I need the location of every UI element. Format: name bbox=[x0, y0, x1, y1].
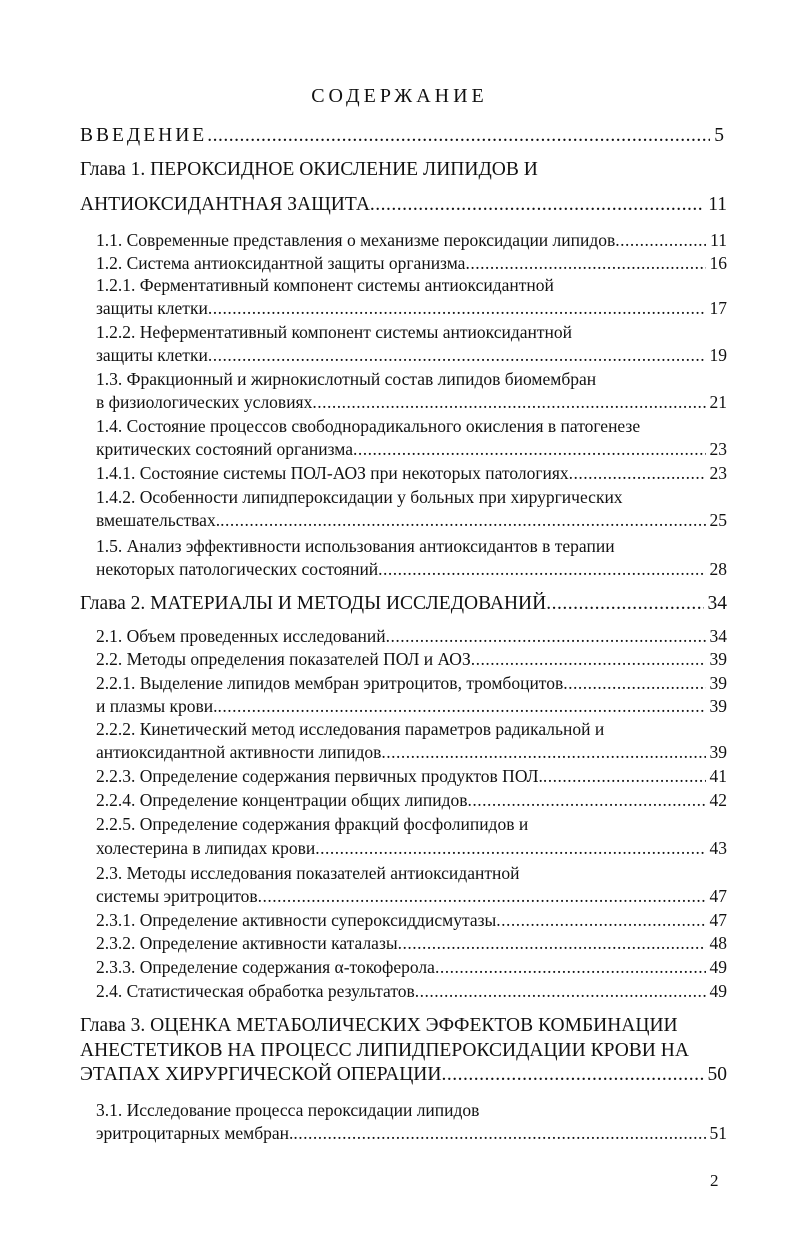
toc-leader-dots bbox=[615, 229, 706, 251]
toc-entry-title: 2.1. Объем проведенных исследований bbox=[96, 626, 386, 646]
toc-entry bbox=[80, 1063, 727, 1087]
toc-leader-dots bbox=[398, 932, 706, 954]
toc-leader-dots bbox=[353, 438, 705, 460]
toc-leader-dots bbox=[208, 297, 706, 319]
toc-entry-page: 28 bbox=[709, 559, 727, 579]
toc-entry-page: 19 bbox=[709, 345, 727, 365]
toc-leader-dots bbox=[208, 344, 706, 366]
toc-leader-dots bbox=[258, 885, 706, 907]
toc-entry-page: 23 bbox=[709, 463, 727, 483]
toc-leader-dots bbox=[465, 252, 705, 274]
toc-leader-dots bbox=[435, 956, 706, 978]
toc-entry bbox=[96, 718, 727, 740]
toc-leader-dots bbox=[378, 558, 705, 580]
toc-entry bbox=[96, 274, 727, 296]
toc-entry-title: некоторых патологических состояний bbox=[96, 559, 379, 579]
toc-entry bbox=[96, 415, 727, 437]
toc-entry-page: 25 bbox=[709, 510, 727, 530]
toc-entry-title: 1.4. Состояние процессов свободнорадикального окисления в патогенезе bbox=[96, 416, 641, 436]
toc-entry-title: 2.2.3. Определение содержания первичных продуктов ПОЛ. bbox=[96, 766, 543, 786]
toc-entry bbox=[96, 932, 727, 954]
toc-entry-page: 16 bbox=[709, 253, 727, 273]
toc-leader-dots bbox=[546, 592, 703, 616]
toc-entry-page: 11 bbox=[708, 194, 727, 215]
toc-entry-page: 21 bbox=[709, 392, 727, 412]
toc-entry bbox=[96, 252, 727, 274]
toc-entry-title: критических состояний организма bbox=[96, 439, 354, 459]
toc-leader-dots bbox=[468, 789, 706, 811]
toc-entry bbox=[80, 1039, 727, 1063]
toc-entry bbox=[96, 695, 727, 717]
toc-entry-title: 2.3.1. Определение активности супероксиддисмутазы bbox=[96, 910, 497, 930]
toc-leader-dots bbox=[220, 509, 705, 531]
toc-entry-page: 5 bbox=[714, 125, 727, 146]
toc-entry bbox=[96, 391, 727, 413]
toc-entry-title: АНТИОКСИДАНТНАЯ ЗАЩИТА bbox=[80, 194, 370, 215]
toc-entry bbox=[96, 558, 727, 580]
toc-entry-title: антиоксидантной активности липидов bbox=[96, 742, 382, 762]
toc-entry bbox=[96, 837, 727, 859]
toc-entry bbox=[96, 909, 727, 931]
toc-entry bbox=[96, 368, 727, 390]
toc-entry-title: защиты клетки bbox=[96, 298, 208, 318]
toc-leader-dots bbox=[293, 1122, 705, 1144]
toc-entry-page: 34 bbox=[709, 626, 727, 646]
toc-entry bbox=[96, 765, 727, 787]
toc-entry-page: 11 bbox=[710, 230, 727, 250]
toc-entry-title: вмешательствах. bbox=[96, 510, 221, 530]
toc-leader-dots bbox=[207, 124, 710, 148]
toc-entry-page: 49 bbox=[709, 981, 727, 1001]
toc-entry bbox=[80, 158, 727, 182]
toc-entry bbox=[96, 956, 727, 978]
toc-entry bbox=[96, 885, 727, 907]
toc-entry-title: 2.4. Статистическая обработка результатов bbox=[96, 981, 415, 1001]
toc-entry-title: в физиологических условиях bbox=[96, 392, 313, 412]
toc-entry-title: 2.2. Методы определения показателей ПОЛ и АОЗ bbox=[96, 649, 471, 669]
toc-entry bbox=[96, 625, 727, 647]
toc-entry bbox=[96, 1099, 727, 1121]
toc-entry-title: 2.2.1. Выделение липидов мембран эритроцитов, тромбоцитов bbox=[96, 673, 564, 693]
toc-entry-title: защиты клетки bbox=[96, 345, 208, 365]
toc-entry-title: Глава 2. МАТЕРИАЛЫ И МЕТОДЫ ИССЛЕДОВАНИЙ bbox=[80, 593, 547, 614]
toc-entry-page: 23 bbox=[709, 439, 727, 459]
toc-entry bbox=[96, 1122, 727, 1144]
toc-entry-page: 47 bbox=[709, 910, 727, 930]
toc-leader-dots bbox=[441, 1063, 703, 1087]
toc-entry-title: 1.4.1. Состояние системы ПОЛ-АОЗ при некоторых патологиях bbox=[96, 463, 569, 483]
page-number: 2 bbox=[710, 1171, 719, 1190]
toc-entry-title: ВВЕДЕНИЕ bbox=[80, 125, 208, 146]
toc-entry-title: ЭТАПАХ ХИРУРГИЧЕСКОЙ ОПЕРАЦИИ bbox=[80, 1064, 442, 1085]
toc-entry-title: системы эритроцитов bbox=[96, 886, 258, 906]
toc-entry bbox=[96, 438, 727, 460]
toc-entry-title: 2.2.2. Кинетический метод исследования параметров радикальной и bbox=[96, 719, 605, 739]
toc-leader-dots bbox=[471, 648, 706, 670]
toc-entry bbox=[96, 344, 727, 366]
toc-entry-page: 39 bbox=[709, 696, 727, 716]
toc-leader-dots bbox=[386, 625, 706, 647]
toc-entry bbox=[80, 592, 727, 616]
toc-entry-page: 49 bbox=[709, 957, 727, 977]
toc-entry-title: Глава 1. ПЕРОКСИДНОЕ ОКИСЛЕНИЕ ЛИПИДОВ И bbox=[80, 159, 538, 180]
toc-entry-page: 41 bbox=[709, 766, 727, 786]
page-title: СОДЕРЖАНИЕ bbox=[311, 85, 488, 107]
toc-entry-page: 50 bbox=[707, 1064, 727, 1085]
toc-entry bbox=[96, 486, 727, 508]
toc-entry bbox=[96, 535, 727, 557]
toc-entry-title: АНЕСТЕТИКОВ НА ПРОЦЕСС ЛИПИДПЕРОКСИДАЦИИ КРОВИ НА bbox=[80, 1040, 689, 1061]
toc-entry bbox=[80, 193, 727, 217]
toc-entry bbox=[96, 509, 727, 531]
toc-entry-title: 2.3.3. Определение содержания α-токоферола bbox=[96, 957, 435, 977]
toc-entry bbox=[96, 862, 727, 884]
toc-entry bbox=[80, 124, 727, 148]
toc-entry-title: 2.2.5. Определение содержания фракций фосфолипидов и bbox=[96, 814, 529, 834]
toc-entry-page: 48 bbox=[709, 933, 727, 953]
toc-entry-title: эритроцитарных мембран. bbox=[96, 1123, 294, 1143]
toc-entry-title: 1.5. Анализ эффективности использования антиоксидантов в терапии bbox=[96, 536, 615, 556]
toc-entry bbox=[96, 297, 727, 319]
toc-entry-title: 3.1. Исследование процесса пероксидации липидов bbox=[96, 1100, 480, 1120]
toc-entry-page: 34 bbox=[707, 593, 727, 614]
toc-entry bbox=[96, 229, 727, 251]
toc-entry-title: Глава 3. ОЦЕНКА МЕТАБОЛИЧЕСКИХ ЭФФЕКТОВ КОМБИНАЦИИ bbox=[80, 1015, 678, 1036]
toc-entry-title: 2.3.2. Определение активности каталазы bbox=[96, 933, 398, 953]
toc-entry-page: 42 bbox=[709, 790, 727, 810]
toc-entry-title: 1.2.1. Ферментативный компонент системы антиоксидантной bbox=[96, 275, 554, 295]
toc-entry-title: и плазмы крови. bbox=[96, 696, 218, 716]
toc-entry-page: 43 bbox=[709, 838, 727, 858]
toc-entry-title: 1.2.2. Неферментативный компонент системы антиоксидантной bbox=[96, 322, 573, 342]
toc-leader-dots bbox=[312, 391, 705, 413]
toc-entry-title: 1.3. Фракционный и жирнокислотный состав липидов биомембран bbox=[96, 369, 597, 389]
toc-entry bbox=[80, 1014, 727, 1038]
toc-entry bbox=[96, 648, 727, 670]
toc-entry-page: 39 bbox=[709, 742, 727, 762]
toc-leader-dots bbox=[569, 462, 706, 484]
toc-entry-page: 51 bbox=[709, 1123, 727, 1143]
toc-entry bbox=[96, 813, 727, 835]
toc-entry bbox=[96, 321, 727, 343]
toc-leader-dots bbox=[381, 741, 705, 763]
toc-entry bbox=[96, 741, 727, 763]
toc-leader-dots bbox=[415, 980, 706, 1002]
toc-entry-page: 47 bbox=[709, 886, 727, 906]
toc-leader-dots bbox=[543, 765, 706, 787]
toc-entry-title: 1.1. Современные представления о механизме пероксидации липидов bbox=[96, 230, 616, 250]
toc-entry bbox=[96, 789, 727, 811]
toc-entry-page: 17 bbox=[709, 298, 727, 318]
toc-entry bbox=[96, 672, 727, 694]
toc-entry-page: 39 bbox=[709, 673, 727, 693]
toc-entry-page: 39 bbox=[709, 649, 727, 669]
toc-leader-dots bbox=[217, 695, 705, 717]
toc-leader-dots bbox=[496, 909, 705, 931]
toc-entry-title: 1.4.2. Особенности липидпероксидации у больных при хирургических bbox=[96, 487, 623, 507]
toc-leader-dots bbox=[370, 193, 704, 217]
toc-entry-title: 2.2.4. Определение концентрации общих липидов bbox=[96, 790, 468, 810]
toc-entry-title: 2.3. Методы исследования показателей антиоксидантной bbox=[96, 863, 520, 883]
toc-entry bbox=[96, 462, 727, 484]
toc-leader-dots bbox=[315, 837, 705, 859]
toc-entry bbox=[96, 980, 727, 1002]
toc-entry-title: холестерина в липидах крови bbox=[96, 838, 316, 858]
toc-entry-title: 1.2. Система антиоксидантной защиты организма bbox=[96, 253, 466, 273]
toc-leader-dots bbox=[563, 672, 705, 694]
